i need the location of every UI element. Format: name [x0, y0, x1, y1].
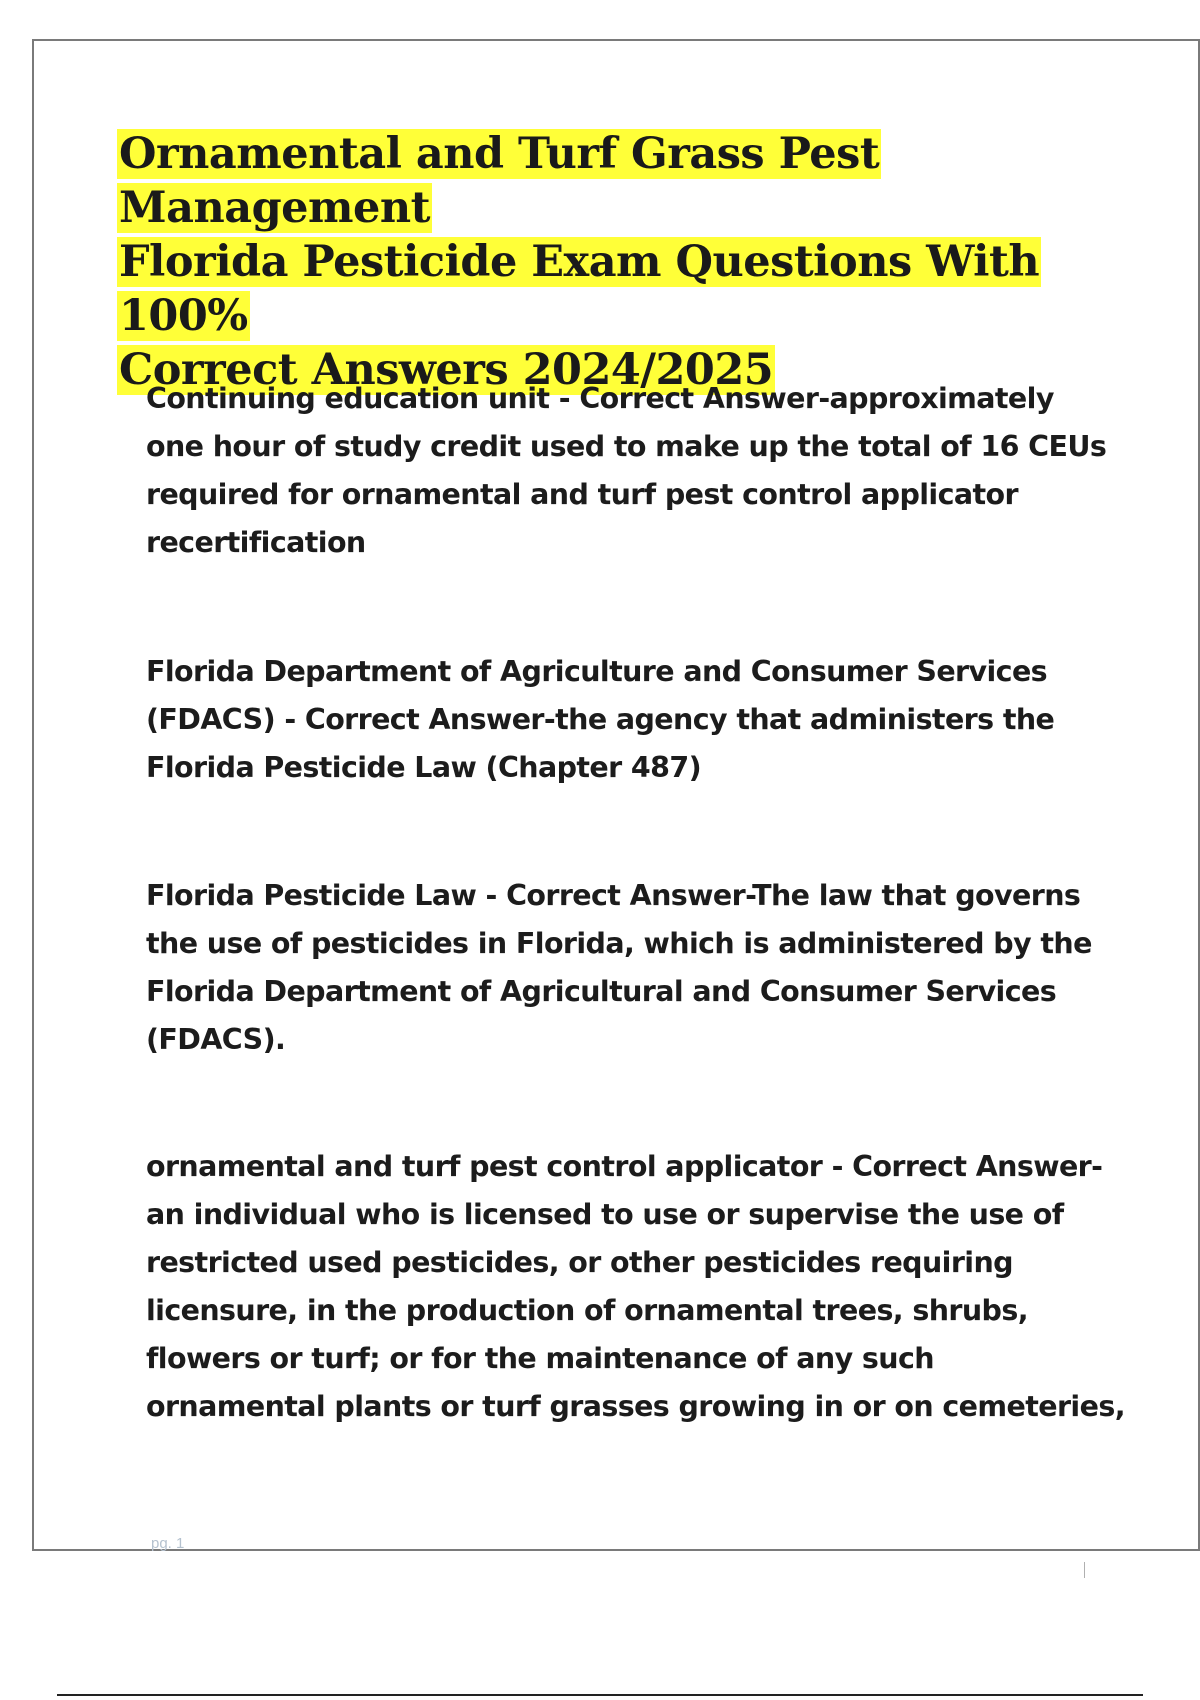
qa-entry-ornamental-turf-applicator [146, 1143, 1125, 1431]
entry-line: required for ornamental and turf pest control applicator [146, 478, 1018, 511]
page-number: pg. 1 [151, 1535, 185, 1552]
entry-line: an individual who is licensed to use or supervise the use of [146, 1198, 1064, 1231]
entry-line: one hour of study credit used to make up the total of 16 CEUs [146, 430, 1107, 463]
entry-line: Florida Pesticide Law (Chapter 487) [146, 751, 702, 784]
title-line-2: Florida Pesticide Exam Questions With 100% [119, 237, 1040, 341]
entry-line: ornamental and turf pest control applicator - Correct Answer- [146, 1150, 1103, 1183]
entry-line: flowers or turf; or for the maintenance of any such [146, 1342, 934, 1375]
qa-entry-continuing-education-unit [146, 375, 1106, 567]
entry-line: (FDACS) - Correct Answer-the agency that administers the [146, 703, 1055, 736]
document-title [117, 127, 1097, 397]
entry-line: Florida Department of Agriculture and Consumer Services [146, 655, 1048, 688]
entry-line: Florida Department of Agricultural and Consumer Services [146, 975, 1057, 1008]
entry-line: Continuing education unit - Correct Answer-approximately [146, 382, 1054, 415]
text-cursor-mark [1084, 1562, 1085, 1578]
title-line-3: Correct Answers 2024/2025 [119, 345, 774, 395]
entry-line: ornamental plants or turf grasses growing in or on cemeteries, [146, 1390, 1125, 1423]
title-line-1: Ornamental and Turf Grass Pest Management [119, 129, 880, 233]
qa-entry-fdacs [146, 648, 1106, 792]
qa-entry-florida-pesticide-law [146, 872, 1106, 1064]
page-bottom-divider [57, 1694, 1143, 1696]
entry-line: recertification [146, 526, 366, 559]
entry-line: Florida Pesticide Law - Correct Answer-The law that governs [146, 879, 1081, 912]
entry-line: the use of pesticides in Florida, which is administered by the [146, 927, 1092, 960]
entry-line: licensure, in the production of ornamental trees, shrubs, [146, 1294, 1028, 1327]
entry-line: restricted used pesticides, or other pesticides requiring [146, 1246, 1013, 1279]
entry-line: (FDACS). [146, 1023, 286, 1056]
